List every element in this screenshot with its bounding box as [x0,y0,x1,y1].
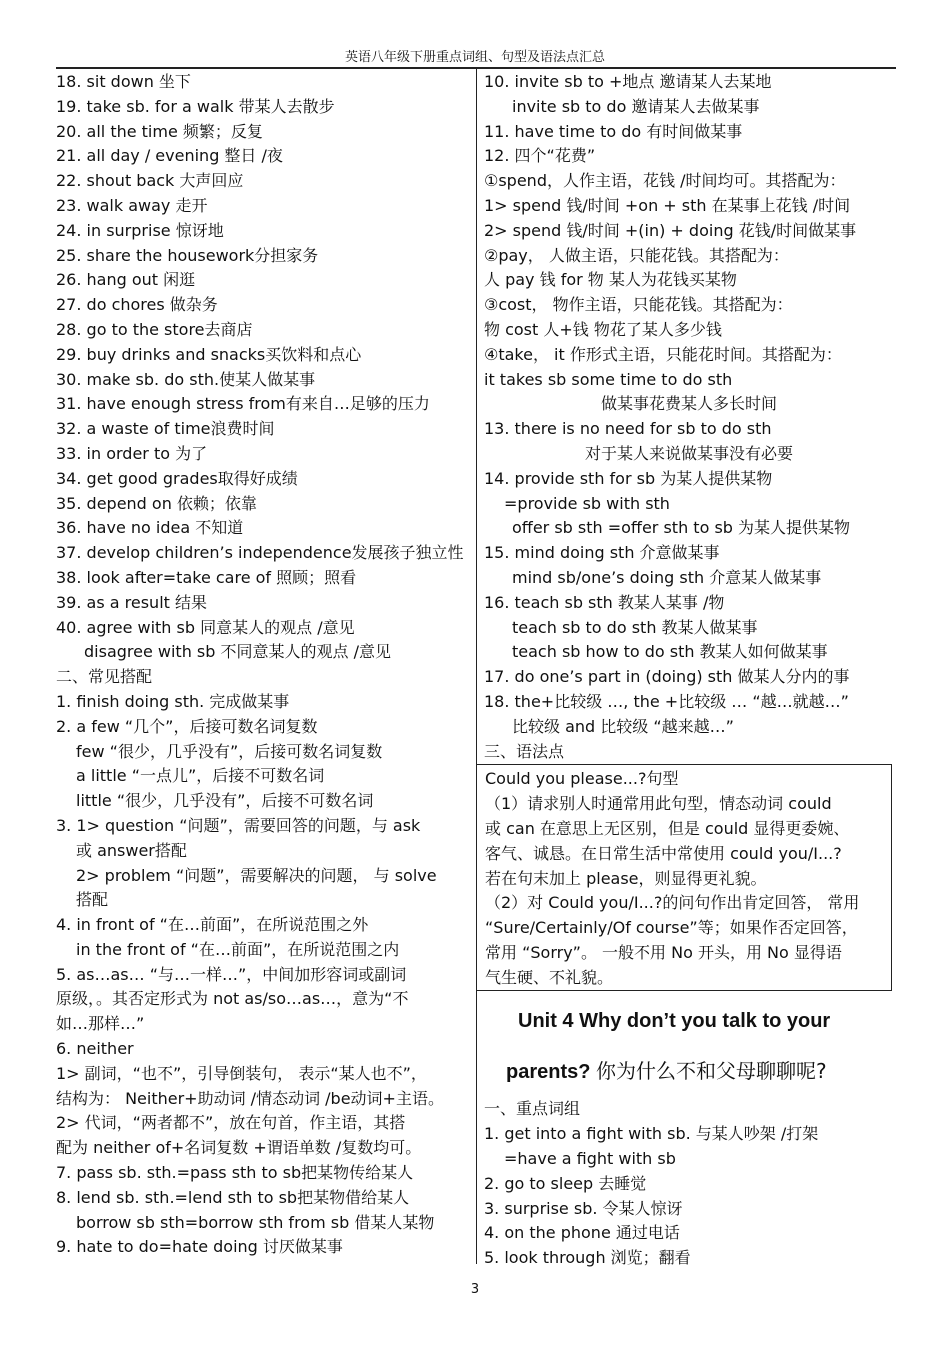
right-text-line: ④take， it 作形式主语，只能花时间。其搭配为： [484,344,842,364]
left-text-line: 1. finish doing sth. 完成做某事 [56,691,290,711]
right-text-line: mind sb/one’s doing sth 介意某人做某事 [512,567,822,587]
right-text-line: 对于某人来说做某事没有必要 [584,443,793,463]
left-text-line: 3. 1> question “问题”，需要回答的问题，与 ask [56,815,421,835]
left-text-line: 二、常见搭配 [56,667,153,687]
right-text-line: 1> spend 钱/时间 +on + sth 在某事上花钱 /时间 [484,195,851,215]
left-text-line: 31. have enough stress from有来自…足够的压力 [56,394,430,414]
left-text-line: 2> 代词，“两者都不”，放在句首，作主语，其搭 [56,1113,406,1133]
left-text-line: in the front of “在…前面”，在所说范围之内 [76,939,400,959]
left-text-line: 8. lend sb. sth.=lend sth to sb把某物借给某人 [56,1187,410,1207]
right-text-line: 13. there is no need for sb to do sth [484,419,772,439]
left-text-line: 6. neither [56,1039,134,1059]
right-text-line: ②pay， 人做主语，只能花钱。其搭配为： [484,245,789,265]
grammar-line: 气生硬、不礼貌。 [485,967,614,987]
grammar-line: （1）请求别人时通常用此句型，情态动词 could [485,794,832,814]
left-text-line: 结构为： Neither+助动词 /情态动词 /be动词+主语。 [56,1088,444,1108]
grammar-line: 客气、诚恳。在日常生活中常使用 could you/I...? [485,843,842,863]
column-divider [476,68,477,1264]
right-column [484,70,894,1271]
left-text-line: 27. do chores 做杂务 [56,295,218,315]
left-text-line: few “很少，几乎没有”，后接可数名词复数 [76,741,383,761]
right-text-line: 2> spend 钱/时间 +(in) + doing 花钱/时间做某事 [484,220,857,240]
right-text-line: teach sb to do sth 教某人做某事 [512,617,758,637]
left-text-line: 33. in order to 为了 [56,443,208,463]
left-text-line: 或 answer搭配 [76,840,187,860]
left-text-line: 7. pass sb. sth.=pass sth to sb把某物传给某人 [56,1163,414,1183]
left-text-line: a little “一点儿”，后接不可数名词 [76,766,325,786]
left-text-line: borrow sb sth=borrow sth from sb 借某人某物 [76,1212,435,1232]
grammar-line: 若在句末加上 please，则显得更礼貌。 [485,868,767,888]
left-text-line: 24. in surprise 惊讶地 [56,220,224,240]
left-text-line: 23. walk away 走开 [56,195,208,215]
left-text-line: 22. shout back 大声回应 [56,171,244,191]
left-text-line: 18. sit down 坐下 [56,72,191,91]
left-text-line: 28. go to the store去商店 [56,319,253,339]
left-text-line: 原级，。其否定形式为 not as/so…as…，意为“不 [56,989,409,1009]
right-text-line: ①spend，人作主语，花钱 /时间均可。其搭配为： [484,171,846,191]
left-text-line: 38. look after=take care of 照顾；照看 [56,567,357,587]
left-text-line: 配为 neither of+名词复数 +谓语单数 /复数均可。 [56,1138,422,1158]
left-text-line: 20. all the time 频繁；反复 [56,121,263,141]
left-text-line: 36. have no idea 不知道 [56,518,244,538]
grammar-line: Could you please...?句型 [485,769,679,789]
unit-title-line2 [484,1045,894,1097]
left-text-line: 21. all day / evening 整日 /夜 [56,146,283,166]
right-text-line: 10. invite sb to +地点 邀请某人去某地 [484,72,772,91]
left-column [56,70,470,1260]
left-text-line: 如…那样…” [56,1014,145,1034]
right-text-line: ③cost， 物作主语，只能花钱。其搭配为： [484,295,793,315]
left-text-line: 40. agree with sb 同意某人的观点 /意见 [56,617,355,637]
right-text-line: 人 pay 钱 for 物 某人为花钱买某物 [484,270,737,290]
right-text-line: 15. mind doing sth 介意做某事 [484,543,720,563]
grammar-line: “Sure/Certainly/Of course”等；如果作否定回答， [485,918,858,938]
unit-title-en: parents? [506,1061,591,1084]
right-text-line: 做某事花费某人多长时间 [600,394,777,414]
left-text-line: 26. hang out 闲逛 [56,270,196,290]
right-text-line: 16. teach sb sth 教某人某事 /物 [484,592,725,612]
right-bottom-lines [484,1097,894,1271]
left-text-line: 30. make sb. do sth.使某人做某事 [56,369,316,389]
left-text-line: 32. a waste of time浪费时间 [56,419,275,439]
grammar-line: 常用 “Sorry”。 一般不用 No 开头，用 No 显得语 [485,942,842,962]
left-text-line: 29. buy drinks and snacks买饮料和点心 [56,344,362,364]
right-text-line: 12. 四个“花费” [484,146,596,166]
right-text-line: =have a fight with sb [504,1149,676,1169]
left-text-line: 1> 副词，“也不”，引导倒装句， 表示“某人也不”， [56,1063,427,1083]
left-text-line: 35. depend on 依赖；依靠 [56,493,257,513]
left-text-line: disagree with sb 不同意某人的观点 /意见 [84,642,391,662]
right-text-line: it takes sb some time to do sth [484,369,733,389]
left-text-line: 4. in front of “在…前面”，在所说范围之外 [56,915,369,935]
right-top-lines [484,70,894,764]
left-text-line: 37. develop children’s independence发展孩子独立性 [56,543,464,563]
right-text-line: 1. get into a fight with sb. 与某人吵架 /打架 [484,1124,819,1144]
right-text-line: offer sb sth =offer sth to sb 为某人提供某物 [512,518,851,538]
grammar-line: 或 can 在意思上无区别，但是 could 显得更委婉、 [485,818,850,838]
page-number: 3 [470,1282,480,1297]
left-text-line: 19. take sb. for a walk 带某人去散步 [56,96,335,116]
page-header: 英语八年级下册重点词组、句型及语法点汇总 [344,50,605,65]
left-text-line: 34. get good grades取得好成绩 [56,468,298,488]
right-text-line: 物 cost 人+钱 物花了某人多少钱 [484,319,722,339]
right-text-line: 比较级 and 比较级 “越来越…” [512,716,734,736]
right-text-line: 11. have time to do 有时间做某事 [484,121,743,141]
grammar-box [476,764,892,991]
left-text-line: 2> problem “问题”，需要解决的问题， 与 solve [76,865,437,885]
unit-title-line1: Unit 4 Why don’t you talk to your [518,1010,831,1033]
left-text-line: 2. a few “几个”，后接可数名词复数 [56,716,318,736]
left-text-line: 25. share the housework分担家务 [56,245,319,265]
right-text-line: 3. surprise sb. 令某人惊讶 [484,1198,683,1218]
right-text-line: 2. go to sleep 去睡觉 [484,1173,647,1193]
grammar-line: （2）对 Could you/I...?的问句作出肯定回答， 常用 [485,893,860,913]
left-text-line: little “很少，几乎没有”，后接不可数名词 [76,791,374,811]
right-text-line: =provide sb with sth [504,493,670,513]
right-text-line: 三、语法点 [484,741,565,761]
unit-title-cn: 你为什么不和父母聊聊呢? [596,1059,827,1084]
right-text-line: teach sb how to do sth 教某人如何做某事 [512,642,828,662]
left-text-line: 搭配 [76,890,109,910]
left-text-line: 39. as a result 结果 [56,592,208,612]
right-text-line: 4. on the phone 通过电话 [484,1223,680,1243]
left-text-line: 5. as…as… “与…一样…”，中间加形容词或副词 [56,964,407,984]
right-text-line: 17. do one’s part in (doing) sth 做某人分内的事 [484,667,850,687]
right-text-line: 18. the+比较级 …, the +比较级 … “越…就越…” [484,691,849,711]
right-text-line: invite sb to do 邀请某人去做某事 [512,96,760,116]
left-text-line: 9. hate to do=hate doing 讨厌做某事 [56,1237,343,1257]
right-text-line: 14. provide sth for sb 为某人提供某物 [484,468,773,488]
right-text-line: 5. look through 浏览；翻看 [484,1248,691,1268]
right-text-line: 一、重点词组 [484,1099,581,1119]
